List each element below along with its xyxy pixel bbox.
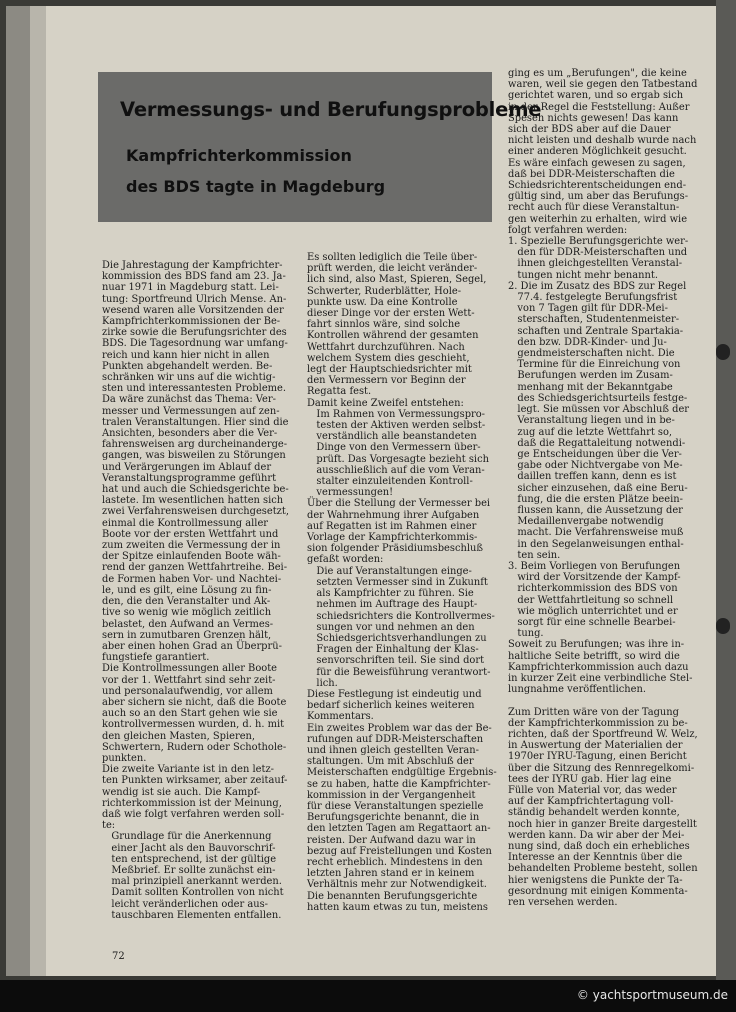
title-box — [98, 72, 542, 222]
article-title: Vermessungs- und Berufungsprobleme — [120, 98, 542, 121]
binder-ring-bottom — [716, 618, 730, 634]
article-subtitle-line2: des BDS tagte in Magdeburg — [126, 177, 386, 196]
text-column-2: Es sollten lediglich die Teile über- prüft werden, die leicht veränder- lich sind, also Mast, Spieren, Segel, Schwerter, Ruderblätter, Hole- punkte usw. Da eine Kontrolle dieser Dinge vor der ersten Wett- fahrt sinnlos wäre, sind solche Kontrollen während der gesamten Wettfahrt durchzuführen. Nach welchem System dies geschieht, legt der Hauptschiedsrichter mit den Vermessern vor Beginn der Regatta fest. Damit keine Zweifel entstehen: Im Rahmen von Vermessungspro- testen der Aktiven werden selbst- verständlich alle beanstandeten Dinge von den Vermessern über- prüft. Das Vorgesagte bezieht sich ausschließlich auf die vom Veran- stalter einzuleitenden Kontroll- vermessungen! Über die Stellung der Vermesser bei der Wahrnehmung ihrer Aufgaben auf Regatten ist im Rahmen einer Vorlage der Kampfrichterkommis- sion folgender Präsidiumsbeschluß gefaßt worden: Die auf Veranstaltungen einge- setzten Vermesser sind in Zukunft als Kampfrichter zu führen. Sie nehmen im Auftrage des Haupt- schiedsrichters die Kontrollvermes- sungen vor und nehmen an den Schiedsgerichtsverhandlungen zu Fragen der Einhaltung der Klas- senvorschriften teil. Sie sind dort für die Beweisführung verantwort- lich. Diese Festlegung ist eindeutig und bedarf sicherlich keines weiteren Kommentars. Ein zweites Problem war das der Be- rufungen auf DDR-Meisterschaften und ihnen gleich gestellten Veran- staltungen. Um mit Abschluß der Meisterschaften endgültige Ergebnis- se zu haben, hatte die Kampfrichter- kommission in der Vergangenheit für diese Veranstaltungen spezielle Berufungsgerichte benannt, die in den letzten Tagen am Regattaort an- reisten. Der Aufwand dazu war in bezug auf Freistellungen und Kosten recht erheblich. Mindestens in den letzten Jahren stand er in keinem Verhältnis mehr zur Notwendigkeit. Die benannten Berufungsgerichte hatten kaum etwas zu tun, meistens — [307, 252, 497, 913]
text-column-1: Die Jahrestagung der Kampfrichter- kommission des BDS fand am 23. Ja- nuar 1971 in Magdeburg statt. Lei- tung: Sportfreund Ulrich Mense. An- wesend waren alle Vorsitzenden der Kampfrichterkommissionen der Be- zirke sowie die Berufungsrichter des BDS. Die Tagesordnung war umfang- reich und kann hier nicht in allen Punkten abgehandelt werden. Be- schränken wir uns auf die wichtig- sten und interessantesten Probleme. Da wäre zunächst das Thema: Ver- messer und Vermessungen auf zen- tralen Veranstaltungen. Hier sind die Ansichten, besonders aber die Ver- fahrensweisen arg durcheinanderge- gangen, was bisweilen zu Störungen und Verärgerungen im Ablauf der Veranstaltungsprogramme geführt hat und auch die Schiedsgerichte be- lastete. Im wesentlichen hatten sich zwei Verfahrensweisen durchgesetzt, einmal die Kontrollmessung aller Boote vor der ersten Wettfahrt und zum zweiten die Vermessung der in der Spitze einlaufenden Boote wäh- rend der ganzen Wettfahrtreihe. Bei- de Formen haben Vor- und Nachtei- le, und es gilt, eine Lösung zu fin- den, die den Veranstalter und Ak- tive so wenig wie möglich zeitlich belastet, den Aufwand an Vermes- sern in zumutbaren Grenzen hält, aber einen hohen Grad an Überprü- fungstiefe garantiert. Die Kontrollmessungen aller Boote vor der 1. Wettfahrt sind sehr zeit- und personalaufwendig, vor allem aber sichern sie nicht, daß die Boote auch so an den Start gehen wie sie kontrollvermessen wurden, d. h. mit den gleichen Masten, Spieren, Schwertern, Rudern oder Schothole- punkten. Die zweite Variante ist in den letz- ten Punkten wirksamer, aber zeitauf- wendig ist sie auch. Die Kampf- richterkommission ist der Meinung, daß wie folgt verfahren werden soll- te: Grundlage für die Anerkennung einer Jacht als den Bauvorschrif- ten entsprechend, ist der gültige Meßbrief. Er sollte zunächst ein- mal prinzipiell anerkannt werden. Damit sollten Kontrollen von nicht leicht veränderlichen oder aus- tauschbaren Elementen entfallen. — [102, 260, 289, 921]
article-subtitle-line1: Kampfrichterkommission — [126, 146, 352, 165]
text-column-3: ging es um „Berufungen", die keine waren, weil sie gegen den Tatbestand gerichtet waren, und so ergab sich in der Regel die Feststellung: Außer Spesen nichts gewesen! Das kann sich der BDS aber auf die Dauer nicht leisten und deshalb wurde nach einer anderen Möglichkeit gesucht. Es wäre einfach gewesen zu sagen, daß bei DDR-Meisterschaften die Schiedsrichterentscheidungen end- gültig sind, um aber das Berufungs- recht auch für diese Veranstaltun- gen weiterhin zu erhalten, wird wie folgt verfahren werden: 1. Spezielle Berufungsgerichte wer- den für DDR-Meisterschaften und ihnen gleichgestellten Veranstal- tungen nicht mehr benannt. 2. Die im Zusatz des BDS zur Regel 77.4. festgelegte Berufungsfrist von 7 Tagen gilt für DDR-Mei- sterschaften, Studentenmeister- schaften und Zentrale Spartakia- den bzw. DDR-Kinder- und Ju- gendmeisterschaften nicht. Die Termine für die Einreichung von Berufungen werden im Zusam- menhang mit der Bekanntgabe des Schiedsgerichtsurteils festge- legt. Sie müssen vor Abschluß der Veranstaltung liegen und in be- zug auf die letzte Wettfahrt so, daß die Regattaleitung notwendi- ge Entscheidungen über die Ver- gabe oder Nichtvergabe von Me- daillen treffen kann, denn es ist sicher einzusehen, daß eine Beru- fung, die die ersten Plätze beein- flussen kann, die Aussetzung der Medaillenvergabe notwendig macht. Die Verfahrensweise muß in den Segelanweisungen enthal- ten sein. 3. Beim Vorliegen von Berufungen wird der Vorsitzende der Kampf- richterkommission des BDS von der Wettfahrtleitung so schnell wie möglich unterrichtet und er sorgt für eine schnelle Bearbei- tung. Soweit zu Berufungen; was ihre in- haltliche Seite betrifft, so wird die Kampfrichterkommission auch dazu in kurzer Zeit eine verbindliche Stel- lungnahme veröffentlichen. Zum Dritten wäre von der Tagung der Kampfrichterkommission zu be- richten, daß der Sportfreund W. Welz, in Auswertung der Materialien der 1970er IYRU-Tagung, einen Bericht über die Sitzung des Rennregelkomi- tees der IYRU gab. Hier lag eine Fülle von Material vor, das weder auf der Kampfrichtertagung voll- ständig behandelt werden konnte, noch hier in ganzer Breite dargestellt werden kann. Da wir aber der Mei- nung sind, daß doch ein erhebliches Interesse an der Kenntnis über die behandelten Probleme besteht, sollen hier wenigstens die Punkte der Ta- gesordnung mit einigen Kommenta- ren versehen werden. — [508, 68, 698, 909]
page-number: 72 — [112, 951, 125, 962]
binder-strip — [716, 0, 736, 980]
binder-ring-top — [716, 344, 730, 360]
watermark: © yachtsportmuseum.de — [576, 988, 728, 1002]
